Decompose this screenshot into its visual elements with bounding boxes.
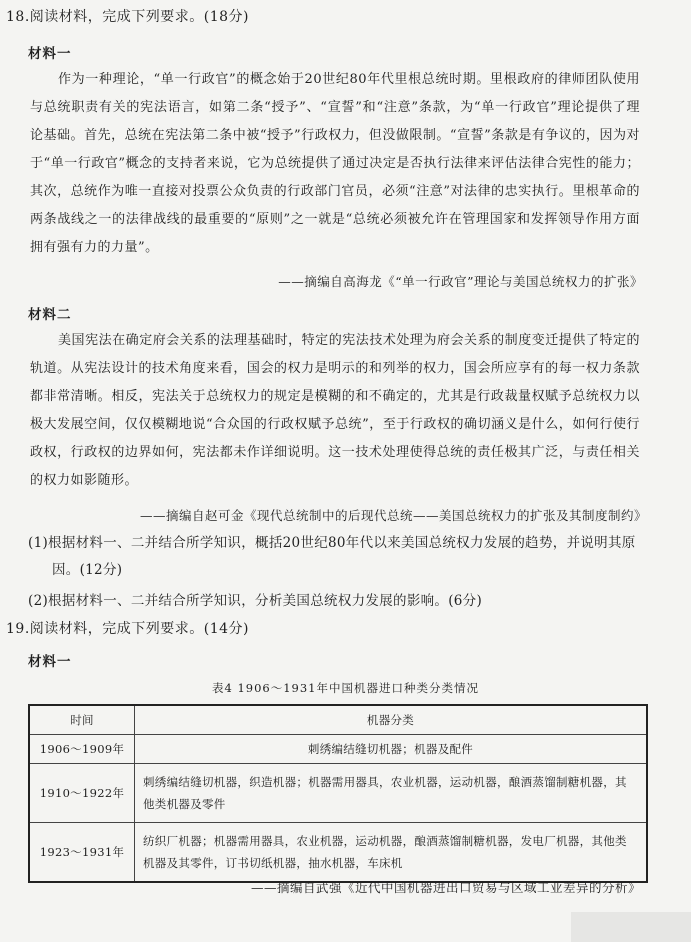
table-header-row xyxy=(29,705,647,735)
question-18-heading: 18.阅读材料，完成下列要求。(18分) xyxy=(6,9,250,25)
q18-subquestion-2 xyxy=(28,588,648,615)
header-category: 机器分类 xyxy=(135,705,648,735)
question-19-heading: 19.阅读材料，完成下列要求。(14分) xyxy=(6,621,250,637)
row-period: 1923～1931年 xyxy=(29,823,135,883)
row-period: 1910～1922年 xyxy=(29,764,135,823)
row-category: 刺绣编结缝切机器；机器及配件 xyxy=(135,735,648,764)
table-caption: 表4 1906～1931年中国机器进口种类分类情况 xyxy=(211,681,479,695)
q18-material1-source: ——摘编自高海龙《“单一行政官”理论与美国总统权力的扩张》 xyxy=(278,274,643,289)
table-row xyxy=(29,735,647,764)
table-row xyxy=(29,764,647,823)
scan-edge-shadow xyxy=(571,912,691,942)
q18-material1-label: 材料一 xyxy=(28,46,72,62)
q18-subquestion-2-text: (2)根据材料一、二并结合所学知识，分析美国总统权力发展的影响。(6分) xyxy=(28,593,483,609)
q19-table-source: ——摘编自武强《近代中国机器进出口贸易与区域工业差异的分析》 xyxy=(250,880,641,895)
q18-material1-text: 作为一种理论，“单一行政官”的概念始于20世纪80年代里根总统时期。里根政府的律师团队使用与总统职责有关的宪法语言，如第二条“授予”、“宣誓”和“注意”条款，为“单一行政官”理论提供了理论基础。首先，总统在宪法第二条中被“授予”行政权力，但没做限制。“宣誓”条款是有争议的，因为对于“单一行政官”概念的支持者来说，它为总统提供了通过决定是否执行法律来评估法律合宪性的能力；其次，总统作为唯一直接对投票公众负责的行政部门官员，必须“注意”对法律的忠实执行。里根革命的两条战线之一的法律战线的最重要的“原则”之一就是“总统必须被允许在管理国家和发挥领导作用方面拥有强有力的力量”。 xyxy=(30,72,640,255)
q18-material2-label: 材料二 xyxy=(28,307,72,323)
q18-material2-source: ——摘编自赵可金《现代总统制中的后现代总统——美国总统权力的扩张及其制度制约》 xyxy=(139,508,647,523)
q19-material1-label: 材料一 xyxy=(28,654,72,670)
q18-material2-text: 美国宪法在确定府会关系的法理基础时，特定的宪法技术处理为府会关系的制度变迁提供了特定的轨道。从宪法设计的技术角度来看，国会的权力是明示的和列举的权力，国会所应享有的每一权力条款都非常清晰。相反，宪法关于总统权力的规定是模糊的和不确定的，尤其是行政裁量权赋予总统权力以极大发展空间，仅仅模糊地说“合众国的行政权赋予总统”，至于行政权的确切涵义是什么，如何行使行政权，行政权的边界如何，宪法都未作详细说明。这一技术处理使得总统的责任极其广泛，与责任相关的权力如影随形。 xyxy=(30,333,640,488)
q18-subquestion-1 xyxy=(28,530,648,584)
header-period: 时间 xyxy=(29,705,135,735)
q18-subquestion-1-text: (1)根据材料一、二并结合所学知识，概括20世纪80年代以来美国总统权力发展的趋势，并说明其原因。(12分) xyxy=(28,535,636,578)
row-category: 纺织厂机器；机器需用器具，农业机器，运动机器，酿酒蒸馏制糖机器，发电厂机器，其他类机器及其零件，订书切纸机器，抽水机器，车床机 xyxy=(135,823,648,883)
row-category: 刺绣编结缝切机器，织造机器；机器需用器具，农业机器，运动机器，酿酒蒸馏制糖机器，其他类机器及零件 xyxy=(135,764,648,823)
machine-import-table xyxy=(28,704,648,883)
row-period: 1906～1909年 xyxy=(29,735,135,764)
table-row xyxy=(29,823,647,883)
